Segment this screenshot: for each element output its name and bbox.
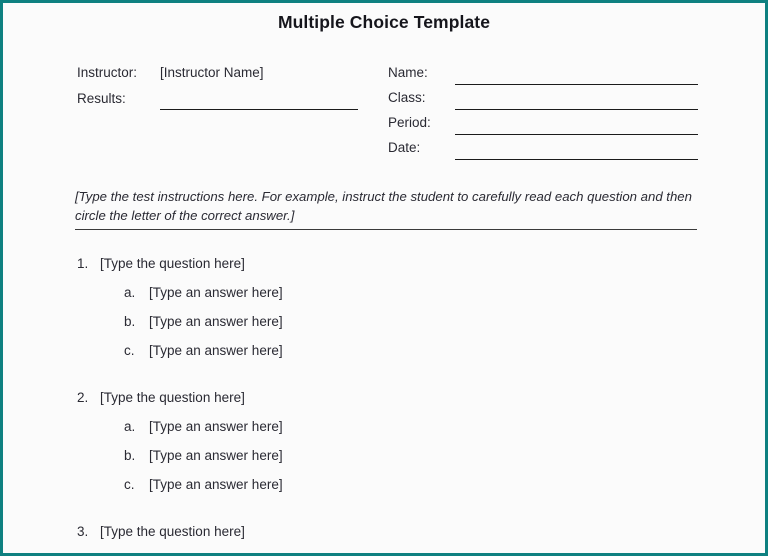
question-text[interactable]: [Type the question here] (100, 256, 245, 271)
field-period-label: Period: (388, 115, 431, 130)
answer-letter: a. (124, 285, 136, 300)
question-line (3, 390, 765, 410)
question-item (3, 256, 765, 372)
answer-item (3, 343, 765, 372)
field-date-label: Date: (388, 140, 421, 155)
answer-letter: b. (124, 448, 136, 463)
question-item (3, 390, 765, 506)
question-line (3, 524, 765, 544)
question-line (3, 256, 765, 276)
question-item (3, 524, 765, 544)
answer-letter: c. (124, 477, 135, 492)
answer-text[interactable]: [Type an answer here] (149, 477, 283, 492)
field-instructor-label: Instructor: (77, 65, 138, 80)
answer-text[interactable]: [Type an answer here] (149, 343, 283, 358)
questions-list (3, 256, 765, 556)
answer-item (3, 285, 765, 314)
answer-item (3, 314, 765, 343)
field-results-rule[interactable] (160, 109, 358, 110)
answer-text[interactable]: [Type an answer here] (149, 419, 283, 434)
answer-text[interactable]: [Type an answer here] (149, 285, 283, 300)
field-instructor-value[interactable]: [Instructor Name] (160, 65, 264, 80)
question-number: 3. (77, 524, 89, 539)
question-text[interactable]: [Type the question here] (100, 390, 245, 405)
field-class-label: Class: (388, 90, 426, 105)
page-title: Multiple Choice Template (277, 12, 491, 32)
answer-item (3, 477, 765, 506)
answer-text[interactable]: [Type an answer here] (149, 314, 283, 329)
instructions-rule (75, 229, 697, 230)
instructions-text[interactable]: [Type the test instructions here. For example, instruct the student to carefully read each question and then circle the letter of the correct answer.] (75, 189, 692, 224)
answer-item (3, 448, 765, 477)
question-text[interactable]: [Type the question here] (100, 524, 245, 539)
answer-list (3, 285, 765, 372)
answer-item (3, 419, 765, 448)
document-body (3, 3, 765, 553)
field-class-rule[interactable] (455, 109, 698, 110)
answer-letter: c. (124, 343, 135, 358)
answer-text[interactable]: [Type an answer here] (149, 448, 283, 463)
header-fields (3, 65, 765, 170)
question-number: 2. (77, 390, 89, 405)
answer-list (3, 419, 765, 506)
field-period-rule[interactable] (455, 134, 698, 135)
field-name-rule[interactable] (455, 84, 698, 85)
instructions-section (75, 187, 697, 230)
field-date-rule[interactable] (455, 159, 698, 160)
field-results-label: Results: (77, 91, 126, 106)
answer-letter: a. (124, 419, 136, 434)
answer-letter: b. (124, 314, 136, 329)
field-name-label: Name: (388, 65, 428, 80)
question-number: 1. (77, 256, 89, 271)
